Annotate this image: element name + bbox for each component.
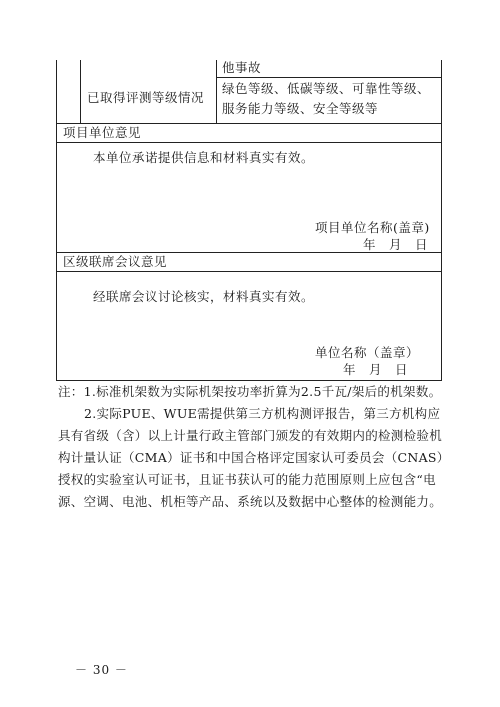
project-opinion-statement: 本单位承诺提供信息和材料真实有效。: [93, 150, 315, 165]
rating-value-line2: 服务能力等级、安全等级等: [222, 101, 379, 116]
district-sign-label: 单位名称（盖章）: [315, 345, 420, 360]
project-opinion-heading: 项目单位意见: [63, 125, 142, 140]
cell-continued-text: 他事故: [222, 60, 262, 75]
table-divider: [216, 60, 217, 123]
project-sign-label: 项目单位名称(盖章): [315, 220, 430, 235]
rating-value-line1: 绿色等级、低碳等级、可靠性等级、: [222, 81, 431, 96]
district-opinion-heading: 区级联席会议意见: [63, 254, 168, 269]
district-date-label: 年 月 日: [343, 362, 409, 377]
page-number: － 30 －: [75, 663, 128, 677]
district-opinion-statement: 经联席会议讨论核实，材料真实有效。: [93, 289, 315, 304]
form-table: [56, 60, 442, 381]
note-1: 注：1.标准机架数为实际机架按功率折算为2.5千瓦/架后的机架数。: [58, 384, 442, 399]
notes-section: [58, 381, 450, 513]
note-2: 2.实际PUE、WUE需提供第三方机构测评报告，第三方机构应具有省级（含）以上计量行政主管部门颁发的有效期内的检测检验机构计量认证（CMA）证书和中国合格评定国家认可委员会（CNAS）授权的实验室认可证书，且证书获认可的能力范围原则上应包含“电源、空调、电池、机柜等产品、系统以及数据中心整体的检测能力。: [58, 406, 450, 509]
rating-label: 已取得评测等级情况: [87, 90, 205, 105]
project-date-label: 年 月 日: [363, 237, 429, 252]
table-divider: [80, 60, 81, 123]
